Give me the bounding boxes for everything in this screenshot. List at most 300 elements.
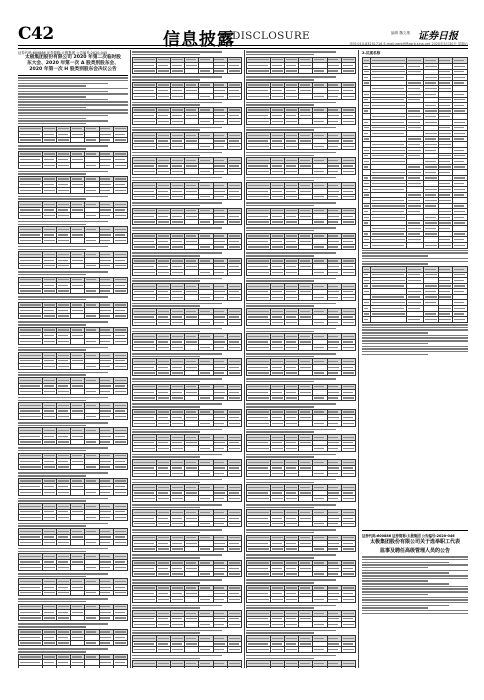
cell-text-mark [100,380,110,381]
cell-text-mark [72,360,83,361]
table-cell [199,320,213,326]
table-cell [71,640,85,646]
cell-text-mark [20,430,41,431]
table-cell [213,144,227,150]
table-cell [19,565,43,571]
cell-text-mark [58,567,69,568]
cell-text-mark [20,391,41,392]
cell-text-mark [134,316,154,317]
cell-text-mark [200,221,210,222]
table-cell [19,439,43,445]
table-cell [42,640,56,646]
cell-text-mark [115,642,126,643]
table-cell [19,238,43,244]
table-cell [71,515,85,521]
cell-text-mark [86,642,96,643]
cell-text-mark [100,190,110,191]
cell-text-mark [58,587,68,588]
cell-text-mark [44,410,54,411]
cell-text-mark [20,240,41,241]
text-line [18,99,108,101]
table-cell [213,295,227,301]
cell-text-mark [214,70,224,71]
cell-text-mark [58,178,69,179]
cell-text-mark [134,361,155,362]
cell-text-mark [20,480,41,481]
cell-text-mark [58,139,69,140]
cell-text-mark [229,260,240,261]
text-line [18,118,86,120]
cell-text-mark [134,386,155,387]
table-cell [213,270,227,276]
cell-text-mark [115,366,126,367]
table-row [133,68,242,74]
table-cell [57,238,71,244]
table-cell [71,137,85,143]
cell-text-mark [44,254,55,255]
cell-text-mark [86,290,96,291]
cell-text-mark [115,190,126,191]
vote-table [132,82,242,100]
cell-text-mark [172,291,182,292]
cell-text-mark [58,285,68,286]
cell-text-mark [229,341,239,342]
cell-text-mark [115,391,126,392]
cell-text-mark [72,260,83,261]
cell-text-mark [115,581,126,582]
masthead [18,26,468,46]
cell-text-mark [186,386,196,387]
table-row [19,590,128,596]
cell-text-mark [44,204,55,205]
text-line [18,96,86,98]
cell-text-mark [115,587,125,588]
table-cell [85,364,99,370]
cell-text-mark [172,361,183,362]
cell-text-mark [44,561,54,562]
cell-text-mark [214,266,225,267]
cell-text-mark [72,536,83,537]
cell-text-mark [158,191,168,192]
cell-text-mark [134,121,155,122]
cell-text-mark [86,517,96,518]
cell-text-mark [158,367,168,368]
table-cell [113,666,127,668]
table-cell [57,364,71,370]
cell-text-mark [100,139,110,140]
vote-table [18,553,128,571]
lead-title-line: 太极集团股份有限公司 2020 年第二次临时股 [18,55,128,61]
cell-text-mark [158,341,168,342]
cell-text-mark [44,592,55,593]
cell-text-mark [172,196,183,197]
table-cell [71,464,85,470]
table-cell [113,213,127,219]
table-cell [85,439,99,445]
cell-text-mark [44,279,55,280]
resolution-block [18,573,128,596]
cell-text-mark [134,115,154,116]
cell-text-mark [229,191,239,192]
cell-text-mark [100,542,110,543]
cell-text-mark [134,336,155,337]
table-cell [71,364,85,370]
cell-text-mark [58,405,69,406]
cell-text-mark [214,311,224,312]
cell-text-mark [172,191,182,192]
lead-article-header [18,50,128,76]
cell-text-mark [20,492,41,493]
cell-text-mark [72,405,82,406]
cell-text-mark [72,410,83,411]
text-line [18,651,86,653]
table-cell [19,615,43,621]
table-row [19,137,128,143]
cell-text-mark [115,335,125,336]
resolution-block [18,321,128,344]
cell-text-mark [214,297,224,298]
cell-text-mark [44,430,55,431]
cell-text-mark [200,121,210,122]
cell-text-mark [58,234,68,235]
table-cell [199,295,213,301]
text-line [18,107,86,109]
cell-text-mark [200,297,210,298]
table-row [19,640,128,646]
cell-text-mark [172,185,183,186]
vote-table [132,107,242,125]
cell-text-mark [229,59,240,60]
vote-table [18,604,128,622]
cell-text-mark [86,204,96,205]
cell-text-mark [214,347,224,348]
cell-text-mark [20,341,41,342]
table-cell [227,345,241,351]
table-cell [113,439,127,445]
cell-text-mark [100,561,111,562]
cell-text-mark [58,260,68,261]
text-line [18,88,128,90]
table-cell [227,370,241,376]
resolution-block [18,548,128,571]
text-line [18,349,86,351]
cell-text-mark [58,380,69,381]
cell-text-mark [20,405,41,406]
table-cell [213,68,227,74]
table-cell [99,666,113,668]
cell-text-mark [72,430,82,431]
cell-text-mark [158,135,169,136]
table-cell [42,565,56,571]
table-cell [99,439,113,445]
cell-text-mark [20,631,41,632]
cell-text-mark [86,329,96,330]
text-line [18,296,108,298]
cell-text-mark [115,315,126,316]
cell-text-mark [44,480,55,481]
cell-text-mark [86,567,96,568]
cell-text-mark [72,506,82,507]
cell-text-mark [172,70,183,71]
text-line [132,202,222,204]
text-line [18,324,86,326]
resolution-block [18,271,128,294]
cell-text-mark [158,121,169,122]
cell-text-mark [72,380,82,381]
text-line [132,255,200,257]
cell-text-mark [86,506,96,507]
cell-text-mark [134,140,154,141]
cell-text-mark [214,246,224,247]
table-cell [227,119,241,125]
table-cell [113,489,127,495]
cell-text-mark [158,266,168,267]
table-cell [113,590,127,596]
cell-text-mark [44,341,55,342]
cell-text-mark [100,335,111,336]
vote-table [18,201,128,219]
text-line [132,278,222,280]
text-line [18,598,108,600]
cell-text-mark [200,185,210,186]
resolution-block [132,152,242,175]
cell-text-mark [58,310,68,311]
cell-text-mark [44,441,55,442]
cell-text-mark [229,70,240,71]
cell-text-mark [44,416,55,417]
table-cell [71,238,85,244]
cell-text-mark [86,265,96,266]
cell-text-mark [214,341,225,342]
table-cell [85,414,99,420]
table-cell [71,389,85,395]
cell-text-mark [44,642,55,643]
cell-text-mark [186,316,197,317]
cell-text-mark [72,637,83,638]
cell-text-mark [20,612,40,613]
cell-text-mark [134,291,154,292]
cell-text-mark [229,121,240,122]
table-cell [42,489,56,495]
cell-text-mark [158,115,168,116]
table-cell [199,93,213,99]
cell-text-mark [158,235,169,236]
text-line [132,127,222,129]
cell-text-mark [214,165,225,166]
cell-text-mark [214,286,224,287]
table-cell [85,389,99,395]
table-cell [199,169,213,175]
table-cell [113,288,127,294]
cell-text-mark [72,178,82,179]
table-cell [133,295,157,301]
table-cell [171,68,185,74]
cell-text-mark [72,159,83,160]
cell-text-mark [20,139,41,140]
text-line [18,145,108,147]
table-row [19,565,128,571]
cell-text-mark [44,405,55,406]
table-cell [71,213,85,219]
cell-text-mark [44,159,54,160]
text-line [132,205,200,207]
table-cell [99,565,113,571]
cell-text-mark [44,335,54,336]
table-cell [185,244,199,250]
cell-text-mark [158,241,168,242]
cell-text-mark [100,567,110,568]
cell-text-mark [115,542,126,543]
cell-text-mark [44,536,54,537]
cell-text-mark [200,70,210,71]
cell-text-mark [20,360,40,361]
table-cell [19,489,43,495]
cell-text-mark [200,311,210,312]
table-cell [227,219,241,225]
table-cell [57,540,71,546]
cell-text-mark [186,241,197,242]
cell-text-mark [158,286,169,287]
table-row [19,439,128,445]
cell-text-mark [58,134,68,135]
cell-text-mark [115,506,126,507]
table-cell [42,313,56,319]
cell-text-mark [134,185,155,186]
text-line [18,112,128,114]
cell-text-mark [20,466,41,467]
cell-text-mark [229,272,240,273]
table-cell [57,515,71,521]
cell-text-mark [44,360,54,361]
table-cell [99,640,113,646]
cell-text-mark [44,436,54,437]
cell-text-mark [72,285,83,286]
cell-text-mark [115,279,126,280]
table-cell [185,144,199,150]
cell-text-mark [72,310,83,311]
cell-text-mark [214,65,225,66]
column-1 [18,50,128,668]
text-line [18,623,108,625]
text-line [18,101,128,103]
cell-text-mark [115,134,125,135]
cell-text-mark [72,209,83,210]
cell-text-mark [86,165,96,166]
cell-text-mark [100,410,111,411]
cell-text-mark [115,265,126,266]
table-cell [227,244,241,250]
cell-text-mark [115,204,126,205]
cell-text-mark [115,410,125,411]
cell-text-mark [100,581,110,582]
cell-text-mark [200,84,210,85]
cell-text-mark [229,266,239,267]
cell-text-mark [158,65,168,66]
table-cell [57,263,71,269]
lead-title-line: 东大会、2020 年第一次 A 股类别股东会、 [18,61,128,67]
resolution-block [18,397,128,420]
cell-text-mark [86,341,96,342]
cell-text-mark [20,511,40,512]
cell-text-mark [58,480,69,481]
cell-text-mark [20,178,41,179]
text-line [18,601,86,603]
cell-text-mark [115,631,126,632]
cell-text-mark [172,266,182,267]
text-line [18,397,108,399]
vote-table [18,402,128,420]
table-cell [85,666,99,668]
cell-text-mark [58,153,69,154]
cell-text-mark [229,109,240,110]
cell-text-mark [115,531,126,532]
cell-text-mark [186,361,196,362]
cell-text-mark [186,336,196,337]
table-cell [19,389,43,395]
table-cell [199,194,213,200]
cell-text-mark [20,366,41,367]
cell-text-mark [86,190,96,191]
table-cell [185,345,199,351]
resolution-block [132,202,242,225]
cell-text-mark [72,662,83,663]
cell-text-mark [58,542,69,543]
cell-text-mark [100,209,111,210]
cell-text-mark [200,59,210,60]
cell-text-mark [214,121,224,122]
cell-text-mark [115,360,125,361]
cell-text-mark [134,135,155,136]
table-cell [19,288,43,294]
cell-text-mark [72,436,83,437]
table-cell [133,194,157,200]
cell-text-mark [158,336,169,337]
table-cell [199,244,213,250]
cell-text-mark [158,221,169,222]
resolution-block [18,372,128,395]
cell-text-mark [158,70,169,71]
table-cell [99,188,113,194]
cell-text-mark [172,297,183,298]
table-cell [19,464,43,470]
cell-text-mark [229,146,240,147]
table-cell [85,339,99,345]
table-cell [85,137,99,143]
cell-text-mark [58,240,69,241]
cell-text-mark [158,196,169,197]
cell-text-mark [134,272,155,273]
cell-text-mark [200,146,210,147]
resolution-block [18,347,128,370]
table-cell [19,339,43,345]
cell-text-mark [158,160,169,161]
table-cell [85,238,99,244]
cell-text-mark [86,240,96,241]
table-cell [113,464,127,470]
vote-table [18,453,128,471]
text-line [132,280,200,282]
cell-text-mark [115,517,126,518]
cell-text-mark [20,215,41,216]
table-cell [171,295,185,301]
cell-text-mark [115,556,126,557]
cell-text-mark [20,159,40,160]
cell-text-mark [134,146,155,147]
cell-text-mark [86,380,96,381]
table-cell [42,540,56,546]
cell-text-mark [158,216,168,217]
cell-text-mark [20,606,41,607]
